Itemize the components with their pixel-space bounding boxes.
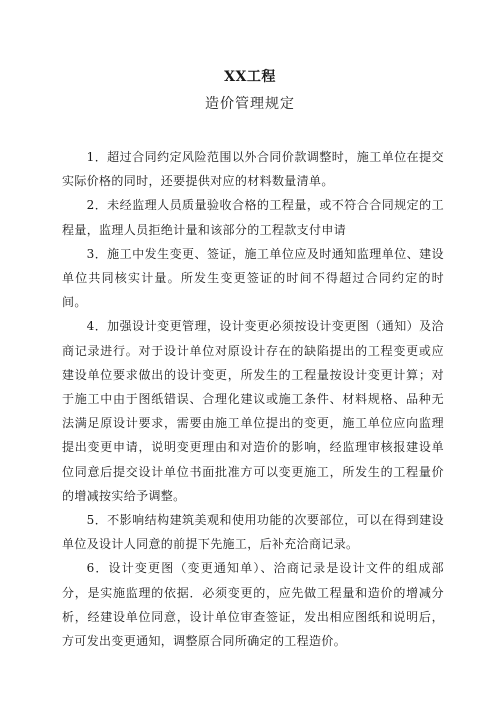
clause-paragraph: 2．未经监理人员质量验收合格的工程量，或不符合合同规定的工程量，监理人员拒绝计量和该部分的工程款支付申请 (62, 198, 444, 237)
document-subtitle: 造价管理规定 (205, 96, 295, 112)
document-title: XX工程 (224, 69, 276, 85)
clause-paragraph: 6．设计变更图（变更通知单）、洽商记录是设计文件的组成部分，是实施监理的依据．必须变更的，应先做工程量和造价的增减分析，经建设单位同意，设计单位审查签证，发出相应图纸和说明后，方可发出变更通知，调整原合同所确定的工程造价。 (62, 561, 444, 649)
clause-paragraph: 5．不影响结构建筑美观和使用功能的次要部位，可以在得到建设单位及设计人同意的前提下先施工，后补充洽商记录。 (62, 513, 444, 552)
clause-paragraph: 1．超过合同约定风险范围以外合同价款调整时，施工单位在提交实际价格的同时，还要提供对应的材料数量清单。 (62, 150, 444, 189)
document-body (62, 145, 444, 653)
clause-paragraph: 4．加强设计变更管理，设计变更必须按设计变更图（通知）及洽商记录进行。对于设计单位对原设计存在的缺陷提出的工程变更或应建设单位要求做出的设计变更，所发生的工程量按设计变更计算；对于施工中由于图纸错误、合理化建议或施工条件、材料规格、品种无法满足原设计要求，需要由施工单位提出的变更，施工单位应向监理提出变更申请，说明变更理由和对造价的影响，经监理审核报建设单位同意后提交设计单位书面批准方可以变更施工，所发生的工程量价的增减按实给予调整。 (62, 319, 444, 503)
clause-paragraph: 3．施工中发生变更、签证，施工单位应及时通知监理单位、建设单位共同核实计量。所发生变更签证的时间不得超过合同约定的时间。 (62, 246, 444, 310)
